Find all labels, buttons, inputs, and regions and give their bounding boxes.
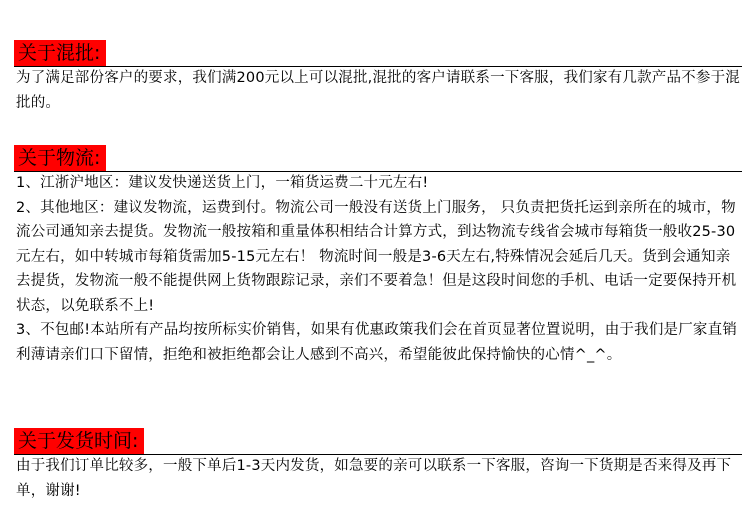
paragraph: 由于我们订单比较多，一般下单后1-3天内发货，如急要的亲可以联系一下客服，咨询一下货期是否来得及再下单，谢谢! bbox=[16, 458, 732, 499]
paragraph: 1、江浙沪地区：建议发快递送货上门，一箱货运费二十元左右! bbox=[16, 175, 429, 191]
paragraph: 3、不包邮!本站所有产品均按所标实价销售，如果有优惠政策我们会在首页显著位置说明，由于我们是厂家直销利薄请亲们口下留情，拒绝和被拒绝都会让人感到不高兴，希望能彼此保持愉快的心情^_^。 bbox=[16, 322, 738, 363]
paragraph: 2、其他地区：建议发物流，运费到付。物流公司一般没有送货上门服务， 只负责把货托运到亲所在的城市，物流公司通知亲去提货。发物流一般按箱和重量体积相结合计算方式，到达物流专线省会城市每箱货一般收25-30元左右，如中转城市每箱货需加5-15元左右！ 物流时间一般是3-6天左右,特殊情况会延后几天。货到会通知亲去提货，发物流一般不能提供网上货物跟踪记录，亲们不要着急！但是这段时间您的手机、电话一定要保持开机状态，以免联系不上! bbox=[16, 199, 737, 314]
section-heading-mixed-wholesale: 关于混批: bbox=[14, 40, 106, 67]
paragraph: 为了满足部份客户的要求，我们满200元以上可以混批,混批的客户请联系一下客服，我们家有几款产品不参于混批的。 bbox=[16, 70, 740, 111]
section-heading-logistics: 关于物流: bbox=[14, 145, 106, 172]
section-body-mixed-wholesale bbox=[16, 66, 744, 115]
section-heading-shipping-time: 关于发货时间: bbox=[14, 428, 144, 455]
section-body-shipping-time bbox=[16, 454, 744, 503]
section-body-logistics bbox=[16, 171, 744, 367]
